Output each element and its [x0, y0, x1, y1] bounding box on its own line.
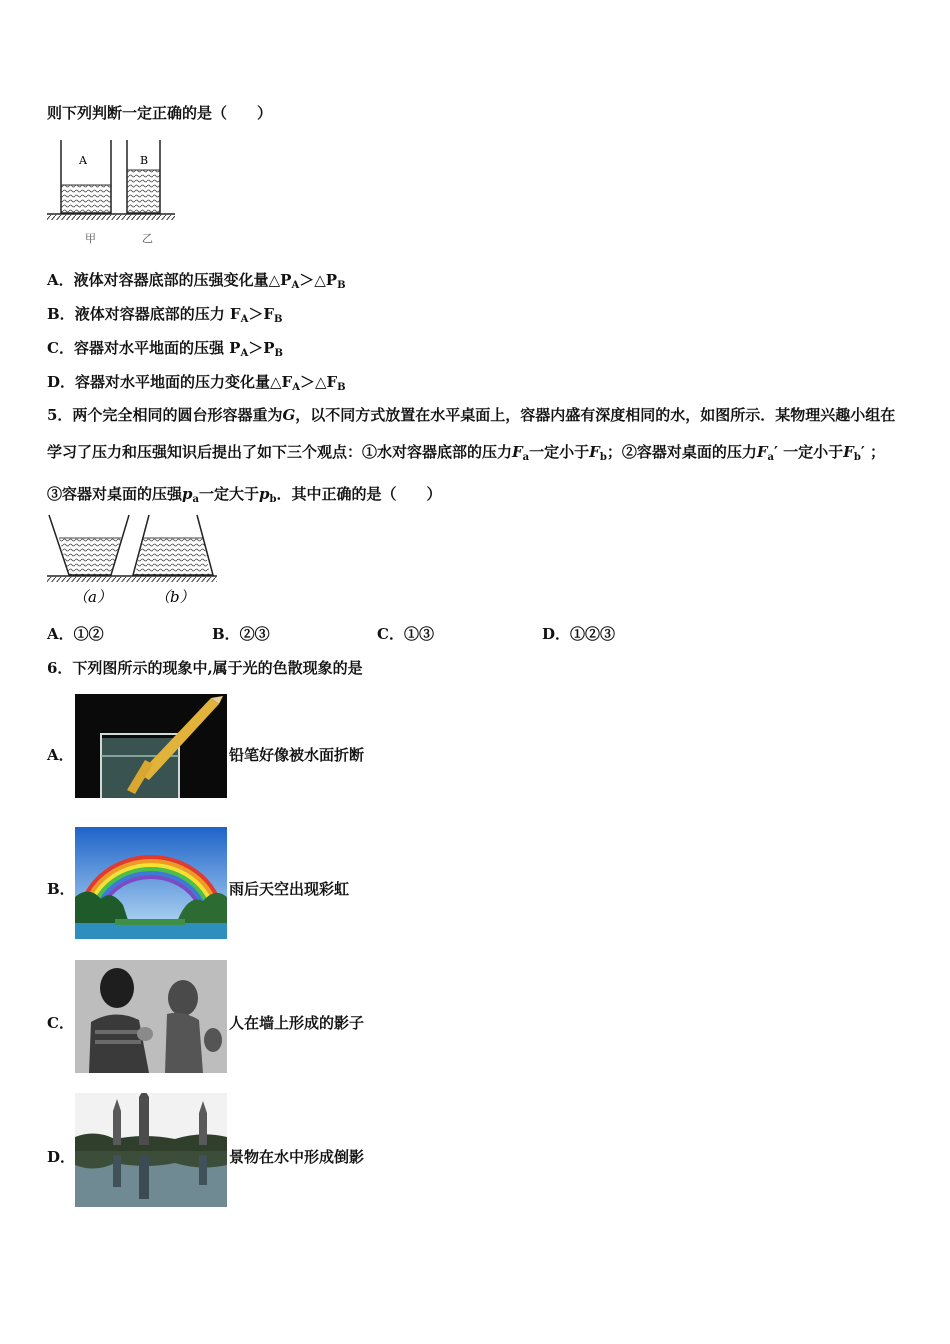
q5-frustum-figure: [45, 512, 220, 610]
reflection-photo: [75, 1093, 227, 1207]
fig-label-jia: 甲: [85, 232, 96, 245]
q4-option-b: B．液体对容器底部的压力 $F_A>F_B$: [47, 305, 283, 325]
q6-caption-c: 人在墙上形成的影子: [229, 1014, 365, 1032]
rainbow-photo: [75, 827, 227, 939]
fig-label-yi: 乙: [142, 232, 153, 245]
q6-caption-a: 铅笔好像被水面折断: [229, 746, 365, 764]
q4-option-a: A．液体对容器底部的压强变化量$\triangle P_A>\triangle P_B$: [47, 271, 346, 291]
fig-label-b-paren: （b）: [155, 588, 195, 606]
q6-label-b: B．: [47, 880, 75, 898]
q6-label-c: C．: [47, 1014, 74, 1032]
fig-label-a: A: [79, 154, 87, 167]
q6-caption-d: 景物在水中形成倒影: [229, 1148, 365, 1166]
q5-option-c: C．①③: [377, 625, 434, 643]
q5-option-a: A．①②: [47, 625, 104, 643]
q5-option-b: B．②③: [212, 625, 270, 643]
fig-label-a-paren: （a）: [73, 588, 112, 606]
fig-label-b: B: [140, 154, 149, 167]
q6-label-d: D．: [47, 1148, 76, 1166]
q6-stem: 6．下列图所示的现象中,属于光的色散现象的是: [47, 659, 363, 677]
q4-container-figure: [45, 138, 180, 250]
q6-label-a: A．: [47, 746, 74, 764]
q5-option-d: D．①②③: [542, 625, 616, 643]
shadow-on-wall-photo: [75, 960, 227, 1073]
q5-stem: 5．两个完全相同的圆台形容器重为G，以不同方式放置在水平桌面上，容器内盛有深度相同的水，如图所示．某物理兴趣小组在学习了压力和压强知识后提出了如下三个观点：①水对容器底部的压力$F_a$一定小于$F_b$；②容器对桌面的压力$F_a'$ 一定小于$F_b'$ ；③容器对桌面的压强$p_a$一定大于$p_b$．其中正确的是（ ）: [47, 406, 896, 505]
q4-option-c: C．容器对水平地面的压强 $P_A>P_B$: [47, 339, 283, 359]
q4-stem-tail: 则下列判断一定正确的是（ ）: [47, 104, 273, 122]
pencil-in-water-photo: [75, 694, 227, 805]
q6-caption-b: 雨后天空出现彩虹: [229, 880, 350, 898]
q4-option-d: D．容器对水平地面的压力变化量$\triangle F_A>\triangle F_B$: [47, 373, 346, 393]
